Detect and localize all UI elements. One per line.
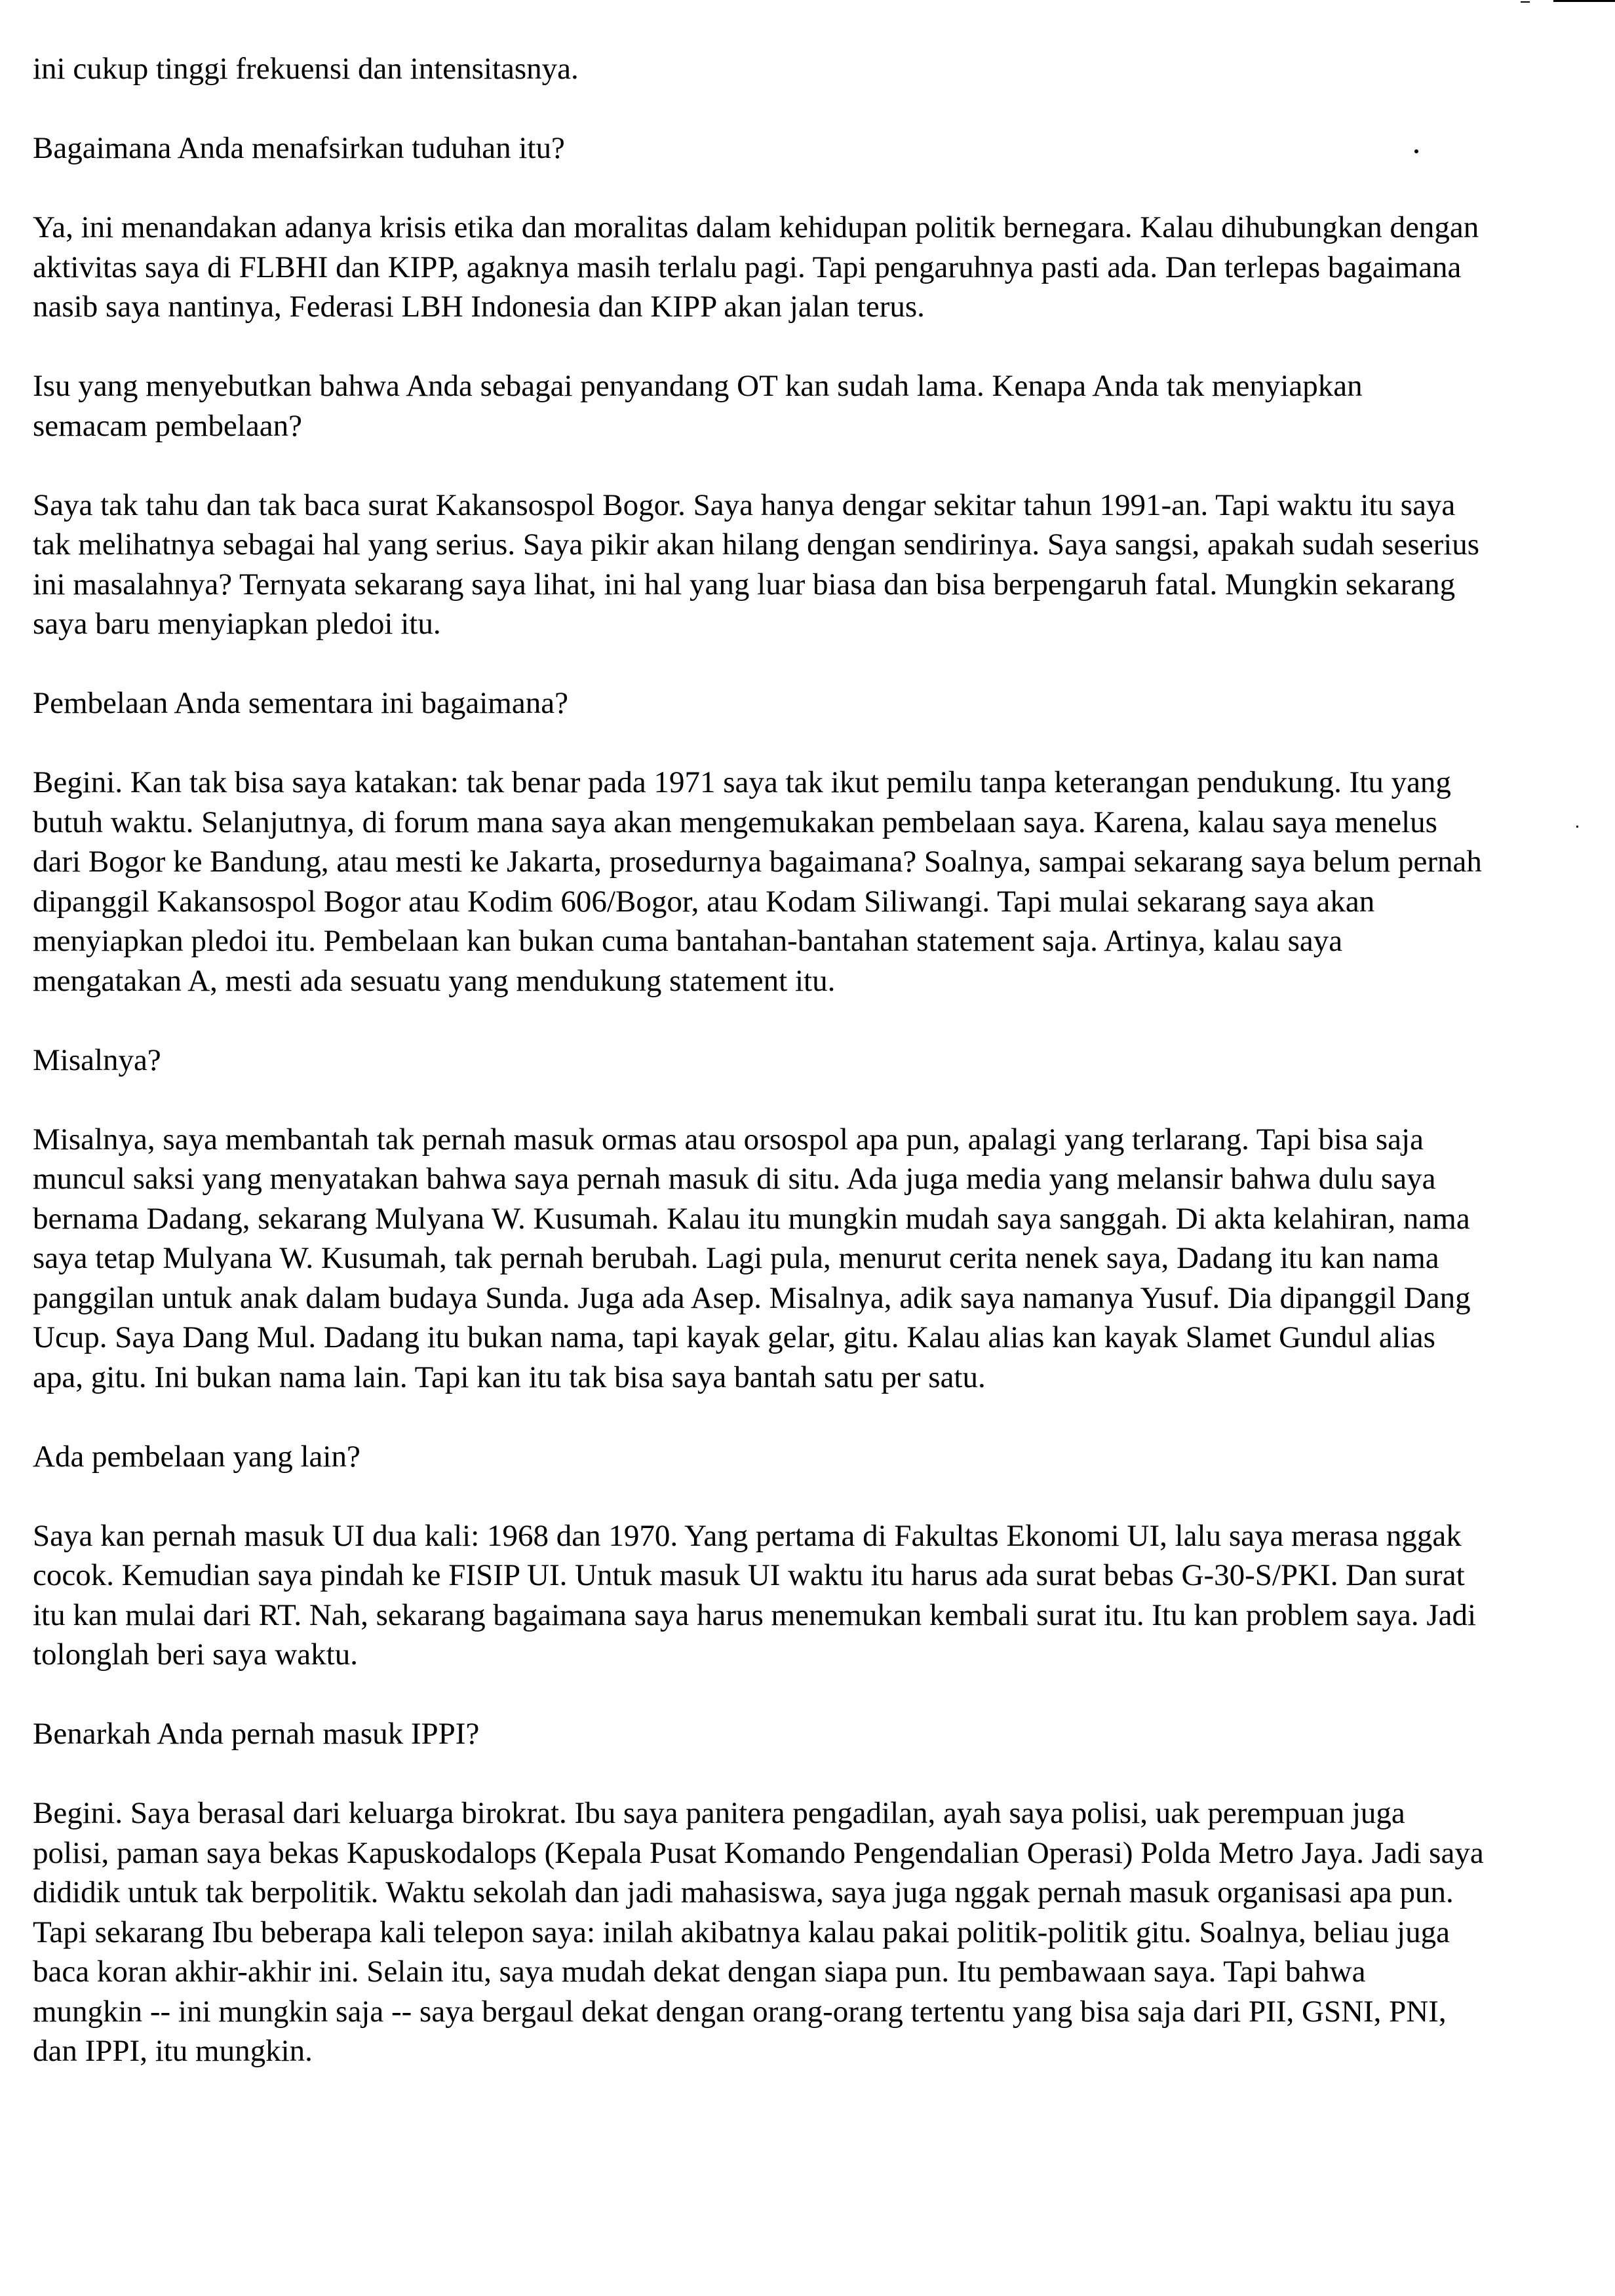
scan-artifact-top-right-dash	[1521, 1, 1530, 3]
text-line: Begini. Saya berasal dari keluarga birokrat. Ibu saya panitera pengadilan, ayah saya polisi, uak perempuan juga	[33, 1796, 1405, 1830]
question-paragraph	[33, 128, 1593, 168]
text-line: cocok. Kemudian saya pindah ke FISIP UI. Untuk masuk UI waktu itu harus ada surat bebas G-30-S/PKI. Dan surat	[33, 1558, 1465, 1592]
text-line: semacam pembelaan?	[33, 408, 303, 443]
text-line: Tapi sekarang Ibu beberapa kali telepon saya: inilah akibatnya kalau pakai politik-politik gitu. Soalnya, beliau juga	[33, 1915, 1450, 1949]
scan-artifact-dot	[1414, 149, 1418, 153]
text-line: Saya tak tahu dan tak baca surat Kakansospol Bogor. Saya hanya dengar sekitar tahun 1991-an. Tapi waktu itu saya	[33, 488, 1456, 522]
text-line: muncul saksi yang menyatakan bahwa saya pernah masuk di situ. Ada juga media yang melansir bahwa dulu saya	[33, 1162, 1436, 1196]
text-line: dari Bogor ke Bandung, atau mesti ke Jakarta, prosedurnya bagaimana? Soalnya, sampai sekarang saya belum pernah	[33, 845, 1482, 879]
text-line: bernama Dadang, sekarang Mulyana W. Kusumah. Kalau itu mungkin mudah saya sanggah. Di akta kelahiran, nama	[33, 1201, 1470, 1236]
text-line: Ya, ini menandakan adanya krisis etika dan moralitas dalam kehidupan politik bernegara. Kalau dihubungkan dengan	[33, 210, 1479, 244]
question-paragraph	[33, 366, 1593, 446]
text-line: mungkin -- ini mungkin saja -- saya bergaul dekat dengan orang-orang tertentu yang bisa saja dari PII, GSNI, PNI,	[33, 1994, 1447, 2029]
text-line: butuh waktu. Selanjutnya, di forum mana saya akan mengemukakan pembelaan saya. Karena, kalau saya menelus	[33, 805, 1437, 839]
text-line: Saya kan pernah masuk UI dua kali: 1968 dan 1970. Yang pertama di Fakultas Ekonomi UI, lalu saya merasa nggak	[33, 1518, 1462, 1553]
text-line: Pembelaan Anda sementara ini bagaimana?	[33, 686, 568, 720]
text-line: Benarkah Anda pernah masuk IPPI?	[33, 1717, 480, 1751]
text-line: polisi, paman saya bekas Kapuskodalops (Kepala Pusat Komando Pengendalian Operasi) Polda Metro Jaya. Jadi saya	[33, 1835, 1484, 1870]
document-body	[33, 49, 1593, 2111]
text-line: apa, gitu. Ini bukan nama lain. Tapi kan itu tak bisa saya bantah satu per satu.	[33, 1360, 986, 1394]
text-line: ini cukup tinggi frekuensi dan intensitasnya.	[33, 52, 579, 86]
text-line: baca koran akhir-akhir ini. Selain itu, saya mudah dekat dengan siapa pun. Itu pembawaan saya. Tapi bahwa	[33, 1955, 1366, 1989]
answer-paragraph	[33, 49, 1593, 89]
question-paragraph	[33, 1437, 1593, 1477]
answer-paragraph	[33, 1516, 1593, 1675]
text-line: Bagaimana Anda menafsirkan tuduhan itu?	[33, 131, 565, 165]
text-line: dipanggil Kakansospol Bogor atau Kodim 606/Bogor, atau Kodam Siliwangi. Tapi mulai sekarang saya akan	[33, 884, 1375, 919]
answer-paragraph	[33, 208, 1593, 327]
text-line: tolonglah beri saya waktu.	[33, 1637, 358, 1672]
text-line: menyiapkan pledoi itu. Pembelaan kan bukan cuma bantahan-bantahan statement saja. Artinya, kalau saya	[33, 924, 1343, 958]
text-line: aktivitas saya di FLBHI dan KIPP, agaknya masih terlalu pagi. Tapi pengaruhnya pasti ada. Dan terlepas bagaimana	[33, 250, 1462, 284]
text-line: Misalnya?	[33, 1043, 161, 1077]
text-line: saya tetap Mulyana W. Kusumah, tak pernah berubah. Lagi pula, menurut cerita nenek saya, Dadang itu kan nama	[33, 1241, 1439, 1275]
text-line: mengatakan A, mesti ada sesuatu yang mendukung statement itu.	[33, 963, 836, 998]
question-paragraph	[33, 1714, 1593, 1754]
text-line: dan IPPI, itu mungkin.	[33, 2034, 313, 2068]
answer-paragraph	[33, 763, 1593, 1001]
text-line: ini masalahnya? Ternyata sekarang saya lihat, ini hal yang luar biasa dan bisa berpengaruh fatal. Mungkin sekarang	[33, 567, 1456, 602]
text-line: itu kan mulai dari RT. Nah, sekarang bagaimana saya harus menemukan kembali surat itu. Itu kan problem saya. Jadi	[33, 1598, 1477, 1632]
scan-artifact-dot	[1576, 826, 1578, 828]
text-line: nasib saya nantinya, Federasi LBH Indonesia dan KIPP akan jalan terus.	[33, 290, 925, 324]
text-line: panggilan untuk anak dalam budaya Sunda. Juga ada Asep. Misalnya, adik saya namanya Yusuf. Dia dipanggil Dang	[33, 1280, 1471, 1315]
text-line: dididik untuk tak berpolitik. Waktu sekolah dan jadi mahasiswa, saya juga nggak pernah masuk organisasi apa pun.	[33, 1875, 1454, 1909]
question-paragraph	[33, 683, 1593, 723]
text-line: Begini. Kan tak bisa saya katakan: tak benar pada 1971 saya tak ikut pemilu tanpa keterangan pendukung. Itu yang	[33, 765, 1451, 799]
answer-paragraph	[33, 1120, 1593, 1398]
text-line: saya baru menyiapkan pledoi itu.	[33, 607, 441, 641]
question-paragraph	[33, 1041, 1593, 1081]
text-line: tak melihatnya sebagai hal yang serius. Saya pikir akan hilang dengan sendirinya. Saya sangsi, apakah sudah seserius	[33, 527, 1480, 562]
answer-paragraph	[33, 1793, 1593, 2071]
text-line: Ada pembelaan yang lain?	[33, 1439, 360, 1474]
answer-paragraph	[33, 486, 1593, 644]
text-line: Misalnya, saya membantah tak pernah masuk ormas atau orsospol apa pun, apalagi yang terlarang. Tapi bisa saja	[33, 1122, 1424, 1157]
text-line: Ucup. Saya Dang Mul. Dadang itu bukan nama, tapi kayak gelar, gitu. Kalau alias kan kayak Slamet Gundul alias	[33, 1320, 1435, 1354]
text-line: Isu yang menyebutkan bahwa Anda sebagai penyandang OT kan sudah lama. Kenapa Anda tak menyiapkan	[33, 369, 1363, 403]
scan-artifact-top-right-line	[1553, 0, 1615, 2]
